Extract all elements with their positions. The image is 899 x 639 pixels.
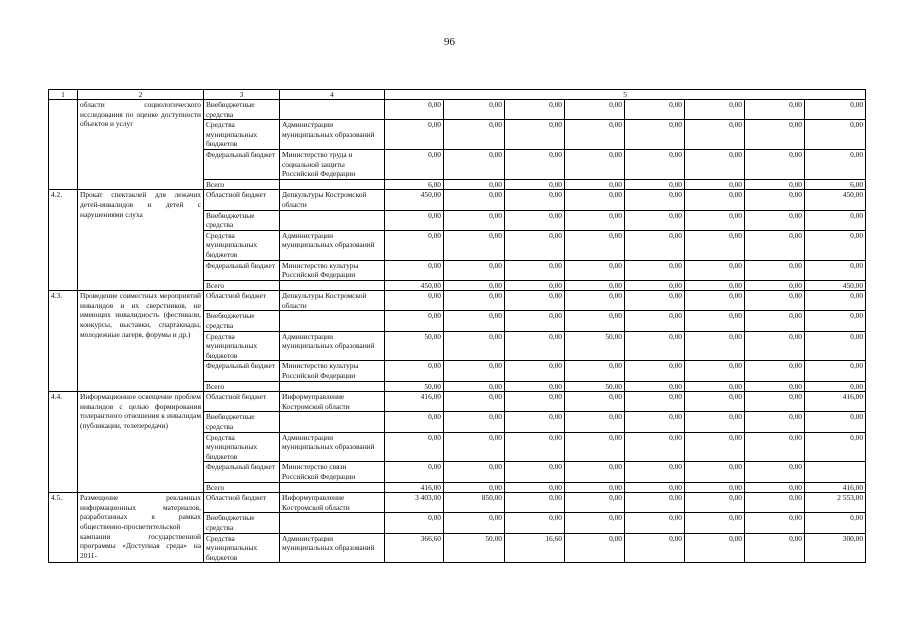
total-value: 0,00 [385, 149, 444, 179]
funding-source: Федеральный бюджет [204, 462, 280, 482]
executor: Депкультуры Костромской области [280, 291, 385, 311]
executor: Министерство культуры Российской Федерации [280, 260, 385, 280]
item-code: 4.5. [49, 493, 78, 563]
year-value: 0,00 [685, 462, 745, 482]
year-value: 0,00 [565, 230, 625, 260]
year-value: 450,00 [805, 280, 866, 291]
funding-source: Всего [204, 280, 280, 291]
total-value: 0,00 [385, 210, 444, 230]
item-description: Размещение рекламных информационных материалов, разработанных в рамках общественно-просветительской кампании государственной программы «Доступная среда» на 2011- [78, 493, 204, 563]
year-value: 0,00 [625, 331, 685, 361]
year-value: 0,00 [505, 120, 565, 150]
year-value: 0,00 [805, 149, 866, 179]
year-value: 0,00 [745, 432, 805, 462]
year-value: 0,00 [444, 179, 505, 190]
funding-source: Средства муниципальных бюджетов [204, 120, 280, 150]
funding-source: Областной бюджет [204, 190, 280, 210]
year-value: 0,00 [625, 482, 685, 493]
year-value: 0,00 [625, 462, 685, 482]
funding-source: Федеральный бюджет [204, 260, 280, 280]
year-value: 0,00 [685, 230, 745, 260]
year-value: 0,00 [505, 260, 565, 280]
total-value: 0,00 [385, 230, 444, 260]
year-value: 0,00 [685, 361, 745, 381]
year-value: 850,00 [444, 493, 505, 513]
total-value: 450,00 [385, 190, 444, 210]
year-value: 0,00 [565, 361, 625, 381]
funding-source: Всего [204, 381, 280, 392]
year-value: 0,00 [745, 462, 805, 482]
total-value: 0,00 [385, 462, 444, 482]
year-value: 0,00 [745, 493, 805, 513]
item-description: Прокат спектаклей для лежачих детей-инвалидов и детей с нарушениями слуха [78, 190, 204, 291]
table-row [49, 392, 866, 412]
table-body [49, 90, 866, 563]
year-value: 0,00 [565, 280, 625, 291]
year-value: 0,00 [745, 100, 805, 120]
year-value: 0,00 [685, 482, 745, 493]
total-value: 0,00 [385, 260, 444, 280]
year-value: 0,00 [685, 392, 745, 412]
funding-source: Внебюджетные средства [204, 412, 280, 432]
year-value: 0,00 [685, 412, 745, 432]
funding-source: Средства муниципальных бюджетов [204, 533, 280, 563]
year-value: 0,00 [685, 190, 745, 210]
total-value: 3 403,00 [385, 493, 444, 513]
year-value: 0,00 [444, 210, 505, 230]
year-value: 0,00 [565, 291, 625, 311]
year-value: 0,00 [565, 493, 625, 513]
year-value: 16,60 [505, 533, 565, 563]
year-value [805, 462, 866, 482]
executor [280, 179, 385, 190]
executor: Информуправление Костромской области [280, 493, 385, 513]
year-value: 0,00 [625, 179, 685, 190]
executor [280, 482, 385, 493]
header-col-3: 3 [204, 90, 280, 100]
year-value: 0,00 [625, 392, 685, 412]
year-value: 0,00 [565, 482, 625, 493]
total-value: 450,00 [385, 280, 444, 291]
year-value: 0,00 [625, 311, 685, 331]
executor: Администрации муниципальных образований [280, 230, 385, 260]
year-value: 0,00 [505, 280, 565, 291]
year-value: 0,00 [745, 311, 805, 331]
year-value: 0,00 [565, 533, 625, 563]
year-value: 0,00 [745, 513, 805, 533]
year-value: 0,00 [685, 120, 745, 150]
year-value: 0,00 [444, 100, 505, 120]
year-value: 0,00 [444, 432, 505, 462]
total-value: 0,00 [385, 513, 444, 533]
executor [280, 311, 385, 331]
year-value: 0,00 [505, 230, 565, 260]
year-value: 0,00 [444, 412, 505, 432]
year-value: 0,00 [505, 331, 565, 361]
year-value: 0,00 [505, 190, 565, 210]
total-value: 0,00 [385, 432, 444, 462]
year-value: 0,00 [745, 149, 805, 179]
year-value: 0,00 [745, 210, 805, 230]
year-value: 0,00 [805, 331, 866, 361]
year-value: 2 553,00 [805, 493, 866, 513]
year-value: 0,00 [444, 392, 505, 412]
year-value: 0,00 [685, 149, 745, 179]
year-value: 0,00 [805, 230, 866, 260]
item-description: области социологического исследования по оценке доступности объектов и услуг [78, 100, 204, 190]
year-value: 416,00 [805, 482, 866, 493]
year-value: 0,00 [805, 412, 866, 432]
year-value: 0,00 [625, 381, 685, 392]
table-row [49, 291, 866, 311]
year-value: 0,00 [805, 381, 866, 392]
year-value: 0,00 [625, 533, 685, 563]
total-value: 0,00 [385, 311, 444, 331]
table-row [49, 100, 866, 120]
item-code: 4.3. [49, 291, 78, 392]
executor [280, 280, 385, 291]
year-value: 0,00 [745, 412, 805, 432]
year-value: 0,00 [805, 210, 866, 230]
year-value: 0,00 [444, 381, 505, 392]
year-value: 0,00 [745, 381, 805, 392]
year-value: 0,00 [625, 361, 685, 381]
year-value: 0,00 [505, 381, 565, 392]
year-value: 0,00 [444, 190, 505, 210]
year-value: 0,00 [685, 179, 745, 190]
year-value: 0,00 [505, 392, 565, 412]
executor [280, 513, 385, 533]
funding-source: Федеральный бюджет [204, 149, 280, 179]
year-value: 0,00 [625, 291, 685, 311]
funding-source: Внебюджетные средства [204, 100, 280, 120]
funding-source: Всего [204, 179, 280, 190]
year-value: 0,00 [565, 392, 625, 412]
year-value: 0,00 [565, 210, 625, 230]
page-number: 96 [444, 36, 455, 48]
total-value: 50,00 [385, 381, 444, 392]
header-col-4: 4 [280, 90, 385, 100]
header-col-5: 5 [385, 90, 866, 100]
year-value: 0,00 [505, 311, 565, 331]
year-value: 0,00 [685, 513, 745, 533]
year-value: 0,00 [745, 482, 805, 493]
funding-source: Средства муниципальных бюджетов [204, 432, 280, 462]
total-value: 50,00 [385, 331, 444, 361]
year-value: 0,00 [565, 190, 625, 210]
year-value: 0,00 [745, 331, 805, 361]
year-value: 0,00 [444, 149, 505, 179]
funding-source: Внебюджетные средства [204, 513, 280, 533]
executor [280, 412, 385, 432]
year-value: 0,00 [685, 311, 745, 331]
year-value: 450,00 [805, 190, 866, 210]
year-value: 0,00 [444, 513, 505, 533]
year-value: 0,00 [444, 462, 505, 482]
total-value: 0,00 [385, 100, 444, 120]
funding-source: Средства муниципальных бюджетов [204, 230, 280, 260]
executor: Министерство труда и социальной защиты Российской Федерации [280, 149, 385, 179]
year-value: 0,00 [745, 392, 805, 412]
year-value: 0,00 [745, 260, 805, 280]
year-value: 0,00 [444, 291, 505, 311]
year-value: 0,00 [685, 533, 745, 563]
year-value: 0,00 [625, 190, 685, 210]
total-value: 366,60 [385, 533, 444, 563]
year-value: 0,00 [745, 280, 805, 291]
year-value: 0,00 [565, 513, 625, 533]
year-value: 0,00 [505, 462, 565, 482]
year-value: 0,00 [745, 190, 805, 210]
year-value: 0,00 [565, 179, 625, 190]
executor: Информуправление Костромской области [280, 392, 385, 412]
year-value: 0,00 [685, 331, 745, 361]
item-code: 4.4. [49, 392, 78, 493]
year-value: 0,00 [745, 230, 805, 260]
funding-source: Внебюджетные средства [204, 311, 280, 331]
year-value: 0,00 [745, 120, 805, 150]
year-value: 0,00 [505, 412, 565, 432]
total-value: 0,00 [385, 120, 444, 150]
header-row [49, 90, 866, 100]
funding-source: Областной бюджет [204, 392, 280, 412]
executor: Администрации муниципальных образований [280, 331, 385, 361]
year-value: 0,00 [805, 311, 866, 331]
item-description: Информационное освещение проблем инвалидов с целью формирования толерантного отношения к инвалидам (публикации, телепередачи) [78, 392, 204, 493]
year-value: 0,00 [685, 260, 745, 280]
year-value: 0,00 [444, 280, 505, 291]
funding-source: Областной бюджет [204, 291, 280, 311]
year-value: 0,00 [625, 120, 685, 150]
executor [280, 100, 385, 120]
executor [280, 210, 385, 230]
executor: Администрации муниципальных образований [280, 432, 385, 462]
year-value: 0,00 [565, 260, 625, 280]
year-value: 0,00 [444, 331, 505, 361]
year-value: 0,00 [565, 120, 625, 150]
year-value: 0,00 [565, 462, 625, 482]
year-value: 0,00 [625, 432, 685, 462]
year-value: 0,00 [444, 361, 505, 381]
year-value: 0,00 [685, 381, 745, 392]
year-value: 0,00 [444, 230, 505, 260]
executor: Администрации муниципальных образований [280, 120, 385, 150]
budget-table [48, 89, 866, 563]
executor [280, 381, 385, 392]
total-value: 0,00 [385, 361, 444, 381]
executor: Министерство культуры Российской Федерации [280, 361, 385, 381]
year-value: 0,00 [745, 361, 805, 381]
year-value: 0,00 [685, 291, 745, 311]
item-code [49, 100, 78, 190]
year-value: 0,00 [505, 291, 565, 311]
funding-source: Всего [204, 482, 280, 493]
year-value: 0,00 [505, 179, 565, 190]
year-value: 0,00 [505, 100, 565, 120]
table-row [49, 190, 866, 210]
year-value: 0,00 [505, 210, 565, 230]
year-value: 0,00 [805, 100, 866, 120]
year-value: 300,00 [805, 533, 866, 563]
total-value: 416,00 [385, 392, 444, 412]
year-value: 0,00 [625, 412, 685, 432]
year-value: 0,00 [505, 149, 565, 179]
year-value: 0,00 [745, 179, 805, 190]
year-value: 0,00 [565, 149, 625, 179]
year-value: 0,00 [685, 210, 745, 230]
funding-source: Средства муниципальных бюджетов [204, 331, 280, 361]
year-value: 0,00 [625, 100, 685, 120]
total-value: 6,00 [385, 179, 444, 190]
year-value: 0,00 [505, 432, 565, 462]
year-value: 0,00 [625, 230, 685, 260]
year-value: 0,00 [444, 482, 505, 493]
year-value: 0,00 [625, 149, 685, 179]
table-row [49, 493, 866, 513]
year-value: 0,00 [805, 361, 866, 381]
year-value: 0,00 [805, 513, 866, 533]
year-value: 0,00 [444, 260, 505, 280]
year-value: 0,00 [805, 260, 866, 280]
year-value: 50,00 [565, 331, 625, 361]
year-value: 0,00 [625, 513, 685, 533]
year-value: 0,00 [625, 280, 685, 291]
year-value: 50,00 [444, 533, 505, 563]
year-value: 0,00 [444, 120, 505, 150]
year-value: 0,00 [805, 120, 866, 150]
item-description: Проведение совместных мероприятий инвалидов и их сверстников, не имеющих инвалидность (фестивали, конкурсы, выставки, спартакиады, молодежные лагеря, форумы и др.) [78, 291, 204, 392]
year-value: 0,00 [565, 412, 625, 432]
year-value: 0,00 [685, 493, 745, 513]
funding-source: Областной бюджет [204, 493, 280, 513]
year-value: 0,00 [685, 280, 745, 291]
year-value: 0,00 [685, 432, 745, 462]
year-value: 0,00 [625, 493, 685, 513]
executor: Администрации муниципальных образований [280, 533, 385, 563]
year-value: 0,00 [505, 482, 565, 493]
year-value: 50,00 [565, 381, 625, 392]
year-value: 0,00 [505, 513, 565, 533]
year-value: 0,00 [565, 100, 625, 120]
item-code: 4.2. [49, 190, 78, 291]
year-value: 6,00 [805, 179, 866, 190]
year-value: 0,00 [625, 260, 685, 280]
year-value: 0,00 [805, 291, 866, 311]
year-value: 0,00 [565, 311, 625, 331]
executor: Министерство связи Российской Федерации [280, 462, 385, 482]
year-value: 0,00 [505, 493, 565, 513]
year-value: 0,00 [625, 210, 685, 230]
header-col-1: 1 [49, 90, 78, 100]
total-value: 0,00 [385, 412, 444, 432]
executor: Депкультуры Костромской области [280, 190, 385, 210]
year-value: 0,00 [505, 361, 565, 381]
total-value: 416,00 [385, 482, 444, 493]
year-value: 0,00 [805, 432, 866, 462]
funding-source: Внебюджетные средства [204, 210, 280, 230]
year-value: 0,00 [444, 311, 505, 331]
year-value: 0,00 [685, 100, 745, 120]
funding-source: Федеральный бюджет [204, 361, 280, 381]
header-col-2: 2 [78, 90, 204, 100]
year-value: 0,00 [745, 291, 805, 311]
year-value: 0,00 [565, 432, 625, 462]
total-value: 0,00 [385, 291, 444, 311]
year-value: 0,00 [745, 533, 805, 563]
year-value: 416,00 [805, 392, 866, 412]
